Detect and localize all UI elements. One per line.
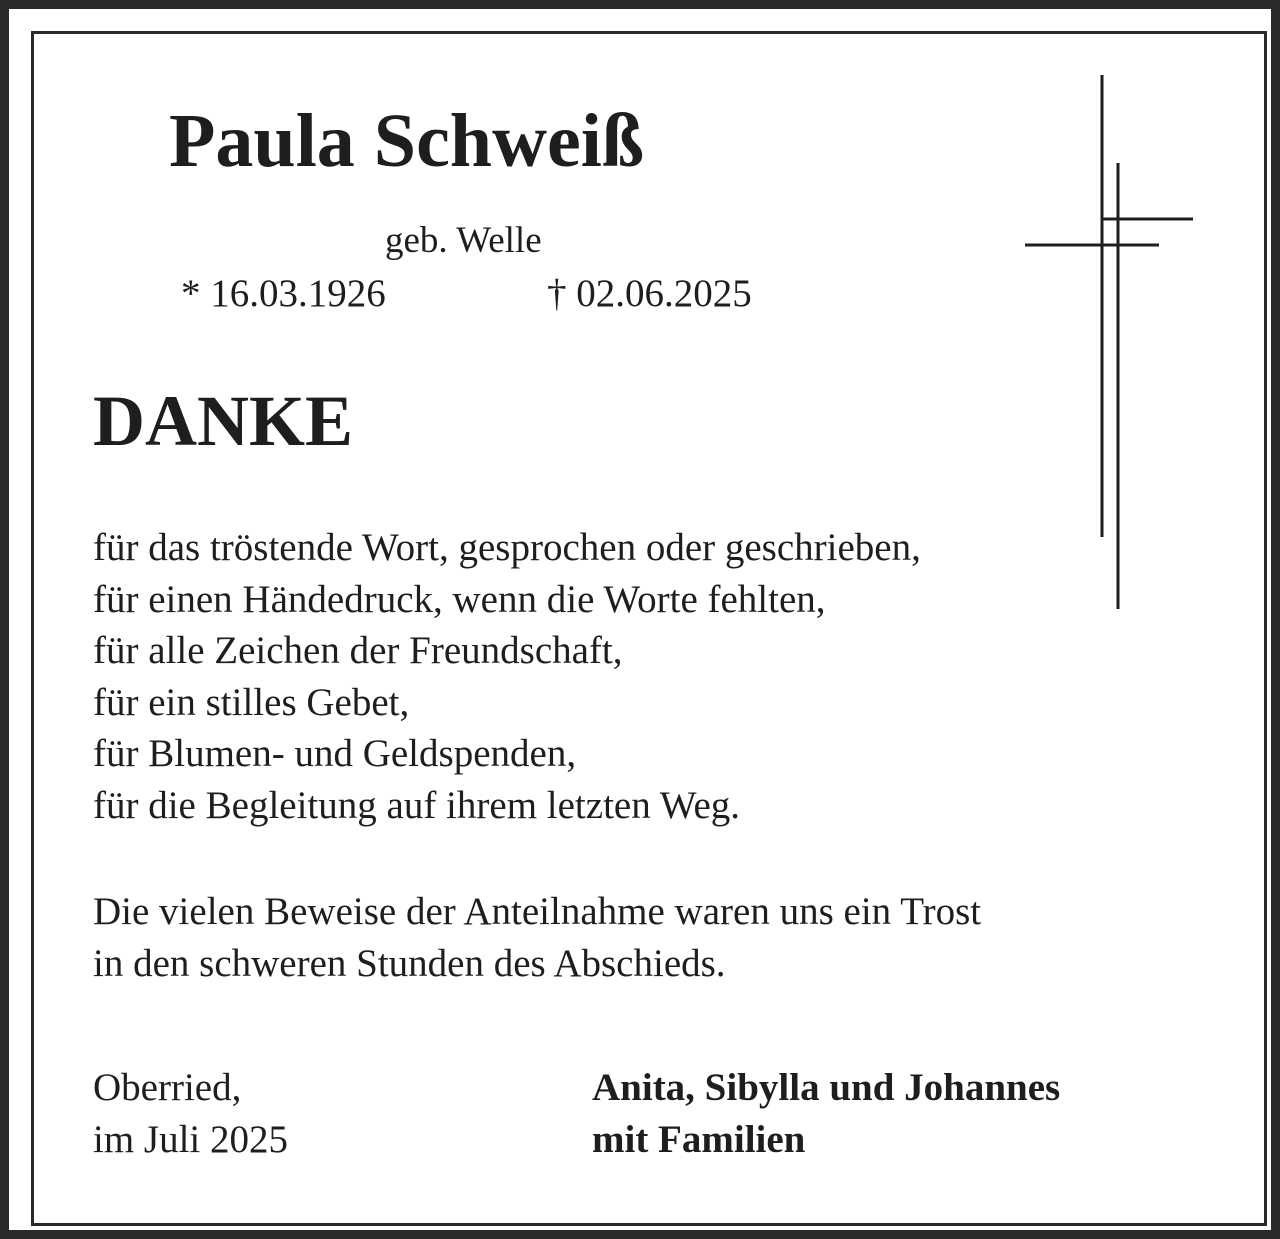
birth-date: * 16.03.1926 — [181, 272, 386, 315]
date-line: im Juli 2025 — [93, 1118, 289, 1161]
thanks-line: für das tröstende Wort, gesprochen oder geschrieben, — [93, 526, 921, 569]
thanks-line: für einen Händedruck, wenn die Worte fehlten, — [93, 577, 826, 621]
thanks-line: für die Begleitung auf ihrem letzten Weg. — [93, 783, 741, 827]
thanks-line: für alle Zeichen der Freundschaft, — [93, 629, 623, 672]
death-date: † 02.06.2025 — [547, 272, 752, 315]
cross-icon — [1009, 69, 1209, 629]
family-suffix: mit Familien — [592, 1118, 806, 1161]
thanks-line: für ein stilles Gebet, — [93, 680, 410, 724]
thanks-list — [93, 522, 921, 831]
place-and-date — [93, 1062, 288, 1166]
closing-line: Die vielen Beweise der Anteilnahme waren uns ein Trost — [93, 890, 982, 933]
place-line: Oberried, — [93, 1066, 242, 1109]
family-names: Anita, Sibylla und Johannes — [592, 1066, 1061, 1109]
family-signature — [592, 1062, 1060, 1166]
thanks-heading: DANKE — [93, 381, 354, 461]
deceased-name: Paula Schweiß — [169, 99, 645, 183]
closing-line: in den schweren Stunden des Abschieds. — [93, 942, 726, 985]
closing-paragraph — [93, 886, 981, 990]
maiden-name: geb. Welle — [385, 220, 542, 261]
thanks-line: für Blumen- und Geldspenden, — [93, 732, 577, 775]
